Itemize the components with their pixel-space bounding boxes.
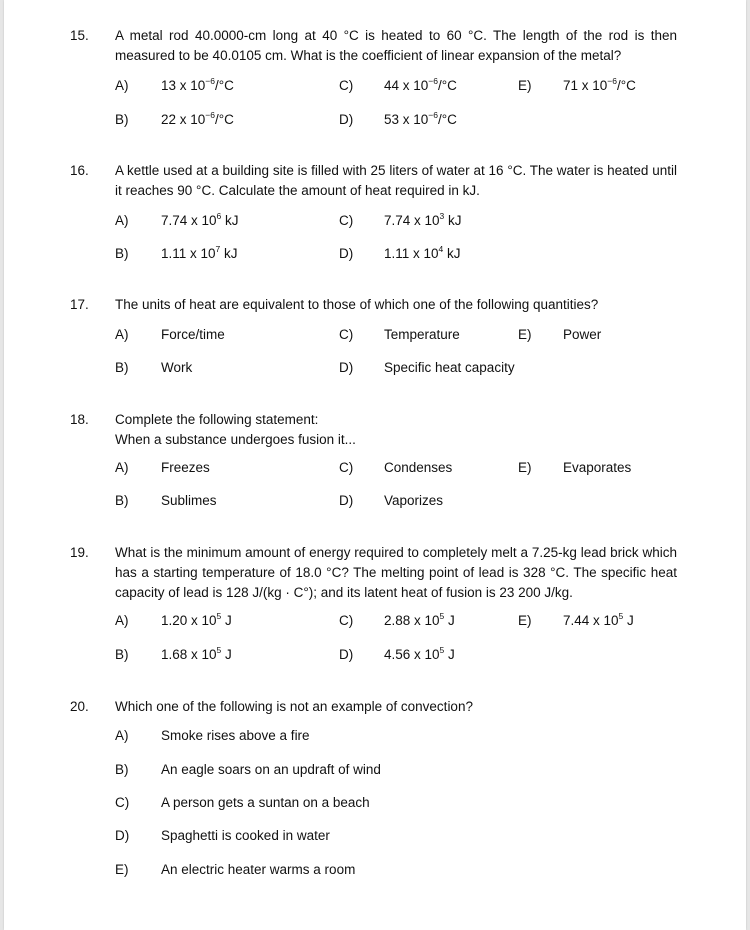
option-d-label: D) — [115, 828, 130, 843]
option-b[interactable]: 1.68 x $10^5$ J — [161, 644, 232, 662]
question-stem: Which one of the following is not an example of convection? — [115, 699, 473, 714]
option-d[interactable]: Vaporizes — [384, 493, 444, 508]
option-d-label: D) — [339, 360, 354, 375]
option-e[interactable]: 71 x $10^{-6}/^\circ C$ — [563, 75, 636, 93]
option-e-label: E) — [518, 78, 532, 93]
option-e-label: E) — [115, 862, 129, 877]
question-number: 16. — [70, 163, 89, 178]
question-stem: A metal rod 40.0000-cm long at 40 °C is heated to 60 °C. The length of the rod is then measured to be 40.0105 cm. What is the coefficient of linear expansion of the metal? — [115, 28, 677, 63]
exam-page — [4, 0, 746, 930]
option-c[interactable]: A person gets a suntan on a beach — [161, 795, 370, 810]
option-d-label: D) — [339, 246, 354, 261]
option-c[interactable]: Condenses — [384, 460, 453, 475]
option-e[interactable]: 7.44 x $10^5$ J — [563, 610, 634, 628]
option-b[interactable]: 22 x $10^{-6}/^\circ C$ — [161, 109, 234, 127]
option-c-label: C) — [339, 213, 354, 228]
option-c-label: C) — [339, 78, 354, 93]
option-d[interactable]: 1.11 x $10^4$ kJ — [384, 243, 461, 261]
option-a-label: A) — [115, 213, 129, 228]
option-e-label: E) — [518, 613, 532, 628]
option-e[interactable]: Power — [563, 327, 602, 342]
stem-line: Complete the following statement: — [115, 412, 319, 427]
option-a-label: A) — [115, 327, 129, 342]
question-number: 15. — [70, 28, 89, 43]
option-c-label: C) — [339, 327, 354, 342]
option-b-label: B) — [115, 246, 129, 261]
option-d[interactable]: Specific heat capacity — [384, 360, 515, 375]
option-d-label: D) — [339, 647, 354, 662]
option-c[interactable]: Temperature — [384, 327, 460, 342]
question-stem — [115, 410, 677, 450]
option-b[interactable]: Sublimes — [161, 493, 217, 508]
option-b-label: B) — [115, 647, 129, 662]
option-b[interactable]: Work — [161, 360, 193, 375]
option-b[interactable]: An eagle soars on an updraft of wind — [161, 762, 381, 777]
option-c-label: C) — [339, 460, 354, 475]
question-stem: A kettle used at a building site is filled with 25 liters of water at 16 °C. The water is heated until it reaches 90 °C. Calculate the amount of heat required in kJ. — [115, 163, 677, 198]
option-c-label: C) — [115, 795, 130, 810]
option-c[interactable]: 2.88 x $10^5$ J — [384, 610, 455, 628]
option-a-label: A) — [115, 78, 129, 93]
option-a[interactable]: 13 x $10^{-6}/^\circ C$ — [161, 75, 234, 93]
option-a[interactable]: 7.74 x $10^6$ kJ — [161, 210, 239, 228]
question-number: 17. — [70, 297, 89, 312]
option-d-label: D) — [339, 493, 354, 508]
option-a[interactable]: Force/time — [161, 327, 225, 342]
option-b-label: B) — [115, 762, 129, 777]
option-e[interactable]: An electric heater warms a room — [161, 862, 356, 877]
option-b-label: B) — [115, 360, 129, 375]
option-a[interactable]: 1.20 x $10^5$ J — [161, 610, 232, 628]
option-b-label: B) — [115, 112, 129, 127]
option-d[interactable]: Spaghetti is cooked in water — [161, 828, 330, 843]
option-c-label: C) — [339, 613, 354, 628]
option-d[interactable]: 53 x $10^{-6}/^\circ C$ — [384, 109, 457, 127]
option-a[interactable]: Freezes — [161, 460, 210, 475]
option-e-label: E) — [518, 460, 532, 475]
question-stem: The units of heat are equivalent to those of which one of the following quantities? — [115, 297, 599, 312]
option-e[interactable]: Evaporates — [563, 460, 632, 475]
option-a-label: A) — [115, 613, 129, 628]
option-d-label: D) — [339, 112, 354, 127]
option-d[interactable]: 4.56 x $10^5$ J — [384, 644, 455, 662]
option-a-label: A) — [115, 728, 129, 743]
option-a-label: A) — [115, 460, 129, 475]
option-a[interactable]: Smoke rises above a fire — [161, 728, 310, 743]
option-e-label: E) — [518, 327, 532, 342]
stem-line: When a substance undergoes fusion it... — [115, 432, 356, 447]
option-c[interactable]: 44 x $10^{-6}/^\circ C$ — [384, 75, 457, 93]
option-b-label: B) — [115, 493, 129, 508]
question-number: 19. — [70, 545, 89, 560]
question-stem: What is the minimum amount of energy required to completely melt a 7.25-kg lead brick which has a starting temperature of 18.0 °C? The melting point of lead is 328 °C. The specific heat capacity of lead is 128 J/(kg · C°); and its latent heat of fusion is 23 200 J/kg. — [115, 545, 677, 600]
option-c[interactable]: 7.74 x $10^3$ kJ — [384, 210, 462, 228]
option-b[interactable]: 1.11 x $10^7$ kJ — [161, 243, 238, 261]
question-number: 20. — [70, 699, 89, 714]
question-number: 18. — [70, 412, 89, 427]
